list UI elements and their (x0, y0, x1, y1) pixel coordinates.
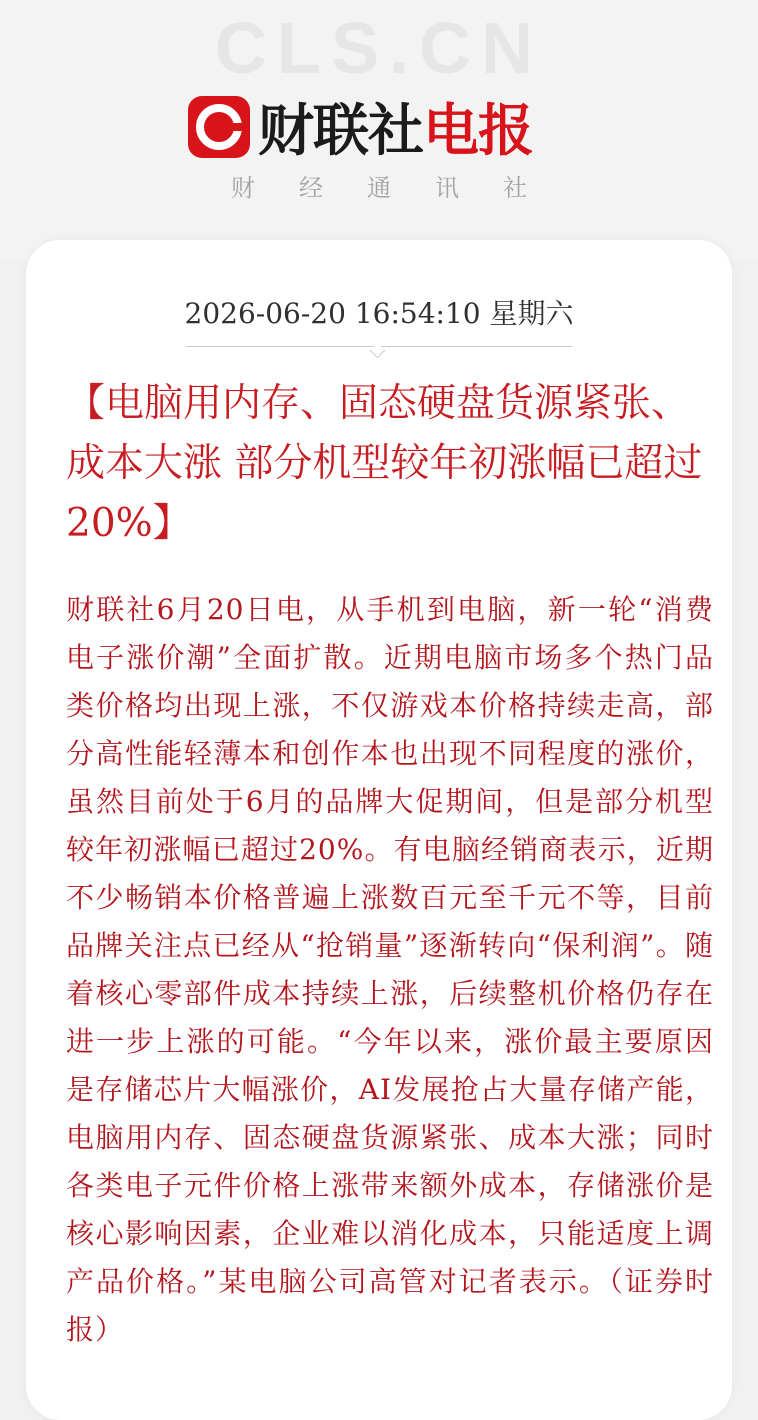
brand-name (258, 87, 533, 167)
publish-datetime: 2026-06-20 16:54:10 星期六 (184, 297, 574, 330)
cls-logo-icon (188, 96, 250, 158)
brand-name-red: 电报 (423, 99, 533, 164)
site-watermark: CLS.CN (215, 9, 543, 89)
news-card (26, 240, 732, 1420)
datetime-divider (186, 346, 572, 347)
brand-logo (188, 92, 533, 162)
article-title: 【电脑用内存、固态硬盘货源紧张、成本大涨 部分机型较年初涨幅已超过20%】 (66, 381, 703, 546)
header-area (0, 0, 758, 260)
article-body: 财联社6月20日电，从手机到电脑，新一轮“消费电子涨价潮”全面扩散。近期电脑市场多个热门品类价格均出现上涨，不仅游戏本价格持续走高，部分高性能轻薄本和创作本也出现不同程度的涨价，虽然目前处于6月的品牌大促期间，但是部分机型较年初涨幅已超过20%。有电脑经销商表示，近期不少畅销本价格普遍上涨数百元至千元不等，目前品牌关注点已经从“抢销量”逐渐转向“保利润”。随着核心零部件成本持续上涨，后续整机价格仍存在进一步上涨的可能。“今年以来，涨价最主要原因是存储芯片大幅涨价，AI发展抢占大量存储产能，电脑用内存、固态硬盘货源紧张、成本大涨；同时各类电子元件价格上涨带来额外成本，存储涨价是核心影响因素，企业难以消化成本，只能适度上调产品价格。”某电脑公司高管对记者表示。（证券时报） (66, 593, 714, 1346)
brand-subtitle: 财经通讯社 (231, 174, 571, 202)
brand-name-dark: 财联社 (258, 99, 423, 164)
